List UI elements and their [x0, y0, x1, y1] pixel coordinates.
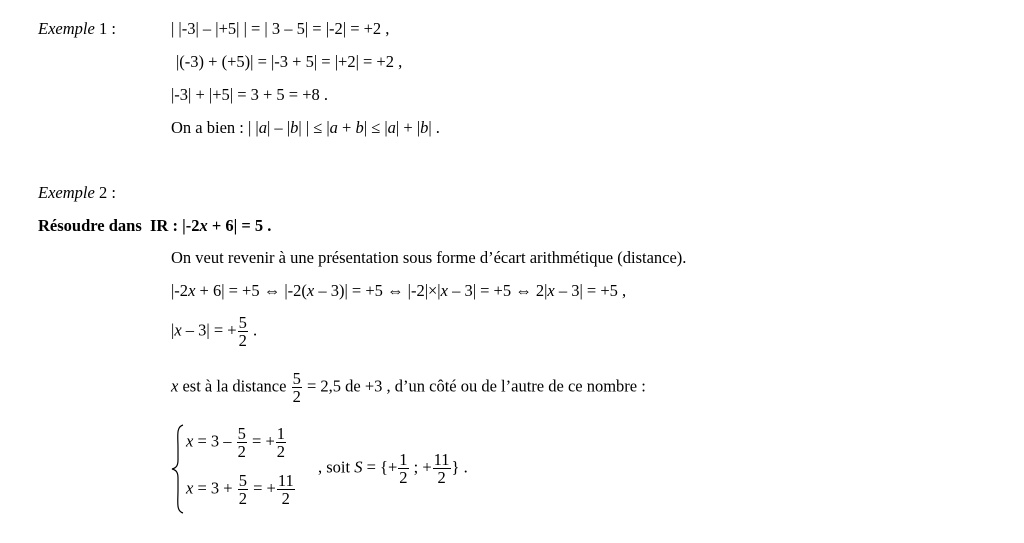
example2-heading: Résoudre dans IR : |-2x + 6| = 5 .	[38, 216, 272, 235]
example2-intro: On veut revenir à une présentation sous forme d’écart arithmétique (distance).	[171, 248, 687, 267]
fraction: $\frac{5}{2}$	[238, 471, 247, 508]
real-numbers-symbol: IR	[150, 216, 169, 235]
left-brace	[171, 424, 185, 514]
system-row-1: x = 3 – $\frac{5}{2}$ = + $\frac{1}{2}$	[186, 424, 286, 461]
example1-line3: |-3| + |+5| = 3 + 5 = +8 .	[171, 85, 329, 104]
example1-label: Exemple 1 :	[38, 19, 116, 38]
fraction: $\frac{1}{2}$	[276, 424, 286, 461]
example2-equivalences: |-2x + 6| = +5 ⇔ |-2(x – 3)| = +5 ⇔ |-2|×|x – 3| = +5 ⇔ 2|x – 3| = +5 ,	[171, 281, 627, 300]
example2-abs-equation: |x – 3| = + $\frac{5}{2}$ .	[171, 313, 258, 350]
fraction: $\frac{11}{2}$	[433, 450, 450, 487]
fraction-five-halves: $\frac{5}{2}$	[238, 313, 247, 350]
example2-label: Exemple 2 :	[38, 183, 116, 202]
example1-line1: | |-3| – |+5| | = | 3 – 5| = |-2| = +2 ,	[171, 19, 390, 38]
system-row-2: x = 3 + $\frac{5}{2}$ = + $\frac{11}{2}$	[186, 471, 294, 508]
example1-conclusion: On a bien : | |a| – |b| | ≤ |a + b| ≤ |a| + |b| .	[171, 118, 440, 137]
fraction: $\frac{5}{2}$	[237, 424, 246, 461]
fraction-five-halves: $\frac{5}{2}$	[292, 369, 301, 406]
example2-distance-line: x est à la distance $\frac{5}{2}$ = 2,5 de +3 , d’un côté ou de l’autre de ce nombre :	[171, 369, 646, 406]
fraction: $\frac{11}{2}$	[277, 471, 294, 508]
example1-line2: |(-3) + (+5)| = |-3 + 5| = |+2| = +2 ,	[176, 52, 403, 71]
fraction: $\frac{1}{2}$	[399, 450, 408, 487]
solution-set: , soit S = {+ $\frac{1}{2}$ ; + $\frac{11}{2}$ } .	[318, 450, 468, 487]
